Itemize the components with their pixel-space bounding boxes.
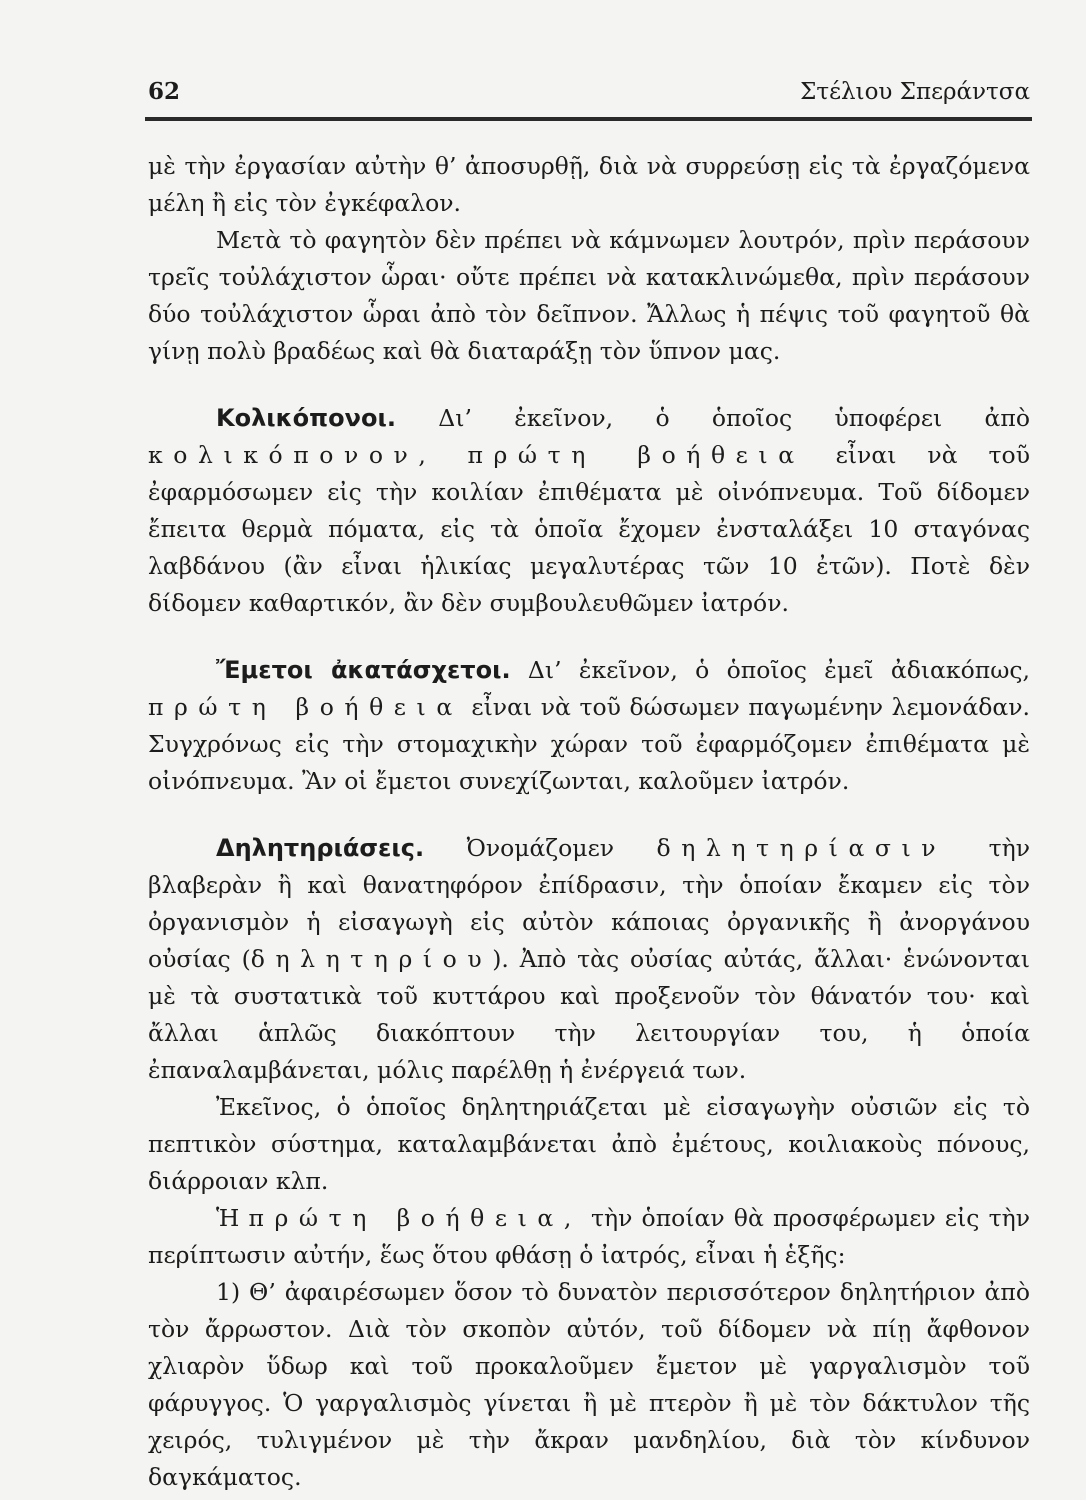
paragraph-symptoms: Ἐκεῖνος, ὁ ὁποῖος δηλητηριάζεται μὲ εἰσαγωγὴν οὐσιῶν εἰς τὸ πεπτικὸν σύστημα, καταλαμβάνεται ἀπὸ ἐμέτους, κοιλιακοὺς πόνους, διάρροιαν κλπ. bbox=[148, 1093, 1030, 1195]
page-header bbox=[148, 78, 1030, 105]
paragraph-first-aid-intro: Ἡ πρώτη βοήθεια, τὴν ὁποίαν θὰ προσφέρωμεν εἰς τὴν περίπτωσιν αὐτήν, ἕως ὅτου φθάσῃ ὁ ἰατρός, εἶναι ἡ ἑξῆς: bbox=[148, 1204, 1030, 1269]
section-vomiting: Ἔμετοι ἀκατάσχετοι. Δι’ ἐκεῖνον, ὁ ὁποῖος ἐμεῖ ἀδιακόπως, πρώτη βοήθεια εἶναι νὰ τοῦ δώσωμεν παγωμένην λεμονάδαν. Συγχρόνως εἰς τὴν στομαχικὴν χώραν τοῦ ἐφαρμόζομεν ἐπιθέματα μὲ οἰνόπνευμα. Ἂν οἱ ἔμετοι συνεχίζωνται, καλοῦμεν ἰατρόν. bbox=[148, 656, 1031, 795]
section-heading-colic: Κολικόπονοι. bbox=[216, 404, 396, 432]
section-heading-vomiting: Ἔμετοι ἀκατάσχετοι. bbox=[216, 656, 511, 684]
paragraph-continuation: μὲ τὴν ἐργασίαν αὐτὴν θ’ ἀποσυρθῇ, διὰ νὰ συρρεύσῃ εἰς τὰ ἐργαζόμενα μέλη ἢ εἰς τὸν ἐγκέφαλον. bbox=[148, 152, 1030, 217]
running-title: Στέλιου Σπεράντσα bbox=[800, 79, 1030, 105]
page-body bbox=[148, 148, 1030, 1496]
paragraph-meal-advice: Μετὰ τὸ φαγητὸν δὲν πρέπει νὰ κάμνωμεν λουτρόν, πρὶν περάσουν τρεῖς τοὐλάχιστον ὧραι· οὔτε πρέπει νὰ κατακλινώμεθα, πρὶν περάσουν δύο τοὐλάχιστον ὧραι ἀπὸ τὸν δεῖπνον. Ἄλλως ἡ πέψις τοῦ φαγητοῦ θὰ γίνῃ πολὺ βραδέως καὶ θὰ διαταράξῃ τὸν ὕπνον μας. bbox=[148, 226, 1030, 365]
section-heading-poisoning: Δηλητηριάσεις. bbox=[216, 834, 425, 862]
section-poisoning: Δηλητηριάσεις. Ὀνομάζομεν δηλητηρίασιν τὴν βλαβερὰν ἢ καὶ θανατηφόρον ἐπίδρασιν, τὴν ὁποίαν ἔκαμεν εἰς τὸν ὀργανισμὸν ἡ εἰσαγωγὴ εἰς αὐτὸν κάποιας ὀργανικῆς ἢ ἀνοργάνου οὐσίας (δηλητηρίου). Ἀπὸ τὰς οὐσίας αὐτάς, ἄλλαι· ἑνώνονται μὲ τὰ συστατικὰ τοῦ κυττάρου καὶ προξενοῦν τὸν θάνατόν του· καὶ ἄλλαι ἁπλῶς διακόπτουν τὴν λειτουργίαν του, ἡ ὁποία ἐπαναλαμβάνεται, μόλις παρέλθῃ ἡ ἐνέργειά των. bbox=[148, 834, 1030, 1084]
page-number: 62 bbox=[148, 78, 181, 105]
list-item: 1) Θ’ ἀφαιρέσωμεν ὅσον τὸ δυνατὸν περισσότερον δηλητήριον ἀπὸ τὸν ἄρρωστον. Διὰ τὸν σκοπὸν αὐτόν, τοῦ δίδομεν νὰ πίῃ ἄφθονον χλιαρὸν ὕδωρ καὶ τοῦ προκαλοῦμεν ἔμετον μὲ γαργαλισμὸν τοῦ φάρυγγος. Ὁ γαργαλισμὸς γίνεται ἢ μὲ πτερὸν ἢ μὲ τὸν δάκτυλον τῆς χειρός, τυλιγμένον μὲ τὴν ἄκραν μανδηλίου, διὰ τὸν κίνδυνον δαγκάματος. bbox=[148, 1278, 1030, 1491]
section-colic: Κολικόπονοι. Δι’ ἐκεῖνον, ὁ ὁποῖος ὑποφέρει ἀπὸ κολικόπονον, πρώτη βοήθεια εἶναι νὰ τοῦ ἐφαρμόσωμεν εἰς τὴν κοιλίαν ἐπιθέματα μὲ οἰνόπνευμα. Τοῦ δίδομεν ἔπειτα θερμὰ πόματα, εἰς τὰ ὁποῖα ἔχομεν ἐνσταλάξει 10 σταγόνας λαβδάνου (ἂν εἶναι ἡλικίας μεγαλυτέρας τῶν 10 ἐτῶν). Ποτὲ δὲν δίδομεν καθαρτικόν, ἂν δὲν συμβουλευθῶμεν ἰατρόν. bbox=[148, 404, 1030, 617]
header-rule bbox=[145, 117, 1032, 121]
